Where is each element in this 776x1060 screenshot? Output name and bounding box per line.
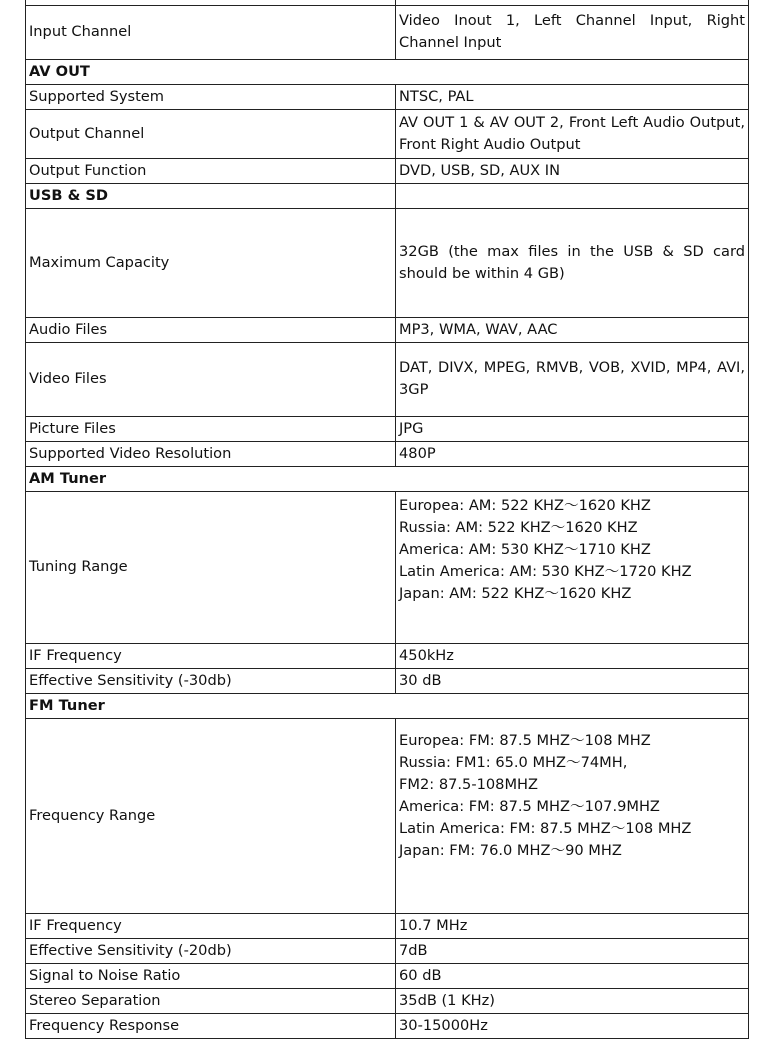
- spec-value: DVD, USB, SD, AUX IN: [396, 158, 749, 183]
- spec-value: 30 dB: [396, 668, 749, 693]
- spec-value: 7dB: [396, 938, 749, 963]
- spec-value: 32GB (the max files in the USB & SD card should be within 4 GB): [396, 208, 749, 317]
- spec-label: Output Function: [26, 158, 396, 183]
- table-row: [26, 416, 749, 441]
- table-row: [26, 208, 749, 317]
- spec-label: Effective Sensitivity (-20db): [26, 938, 396, 963]
- table-row: [26, 342, 749, 416]
- spec-value: Europea: AM: 522 KHZ～1620 KHZ Russia: AM: 522 KHZ～1620 KHZ America: AM: 530 KHZ～1710 KHZ Latin America: AM: 530 KHZ～1720 KHZ Japan: AM: 522 KHZ～1620 KHZ: [396, 491, 749, 643]
- table-row: [26, 109, 749, 158]
- spec-label: Supported Video Resolution: [26, 441, 396, 466]
- spec-value: 10.7 MHz: [396, 913, 749, 938]
- spec-label: Audio Files: [26, 317, 396, 342]
- table-row: [26, 158, 749, 183]
- section-header-row: [26, 59, 749, 84]
- section-header-usb-sd: USB & SD: [26, 183, 396, 208]
- section-header-row: [26, 466, 749, 491]
- spec-value: 480P: [396, 441, 749, 466]
- spec-value: 35dB (1 KHz): [396, 988, 749, 1013]
- spec-label: Input Channel: [26, 5, 396, 59]
- spec-value: Europea: FM: 87.5 MHZ～108 MHZ Russia: FM1: 65.0 MHZ～74MH, FM2: 87.5-108MHZ America: FM: 87.5 MHZ～107.9MHZ Latin America: FM: 87.5 MHZ～108 MHZ Japan: FM: 76.0 MHZ～90 MHZ: [396, 718, 749, 913]
- section-header-row: [26, 183, 749, 208]
- spec-label: Output Channel: [26, 109, 396, 158]
- spec-value: Video Inout 1, Left Channel Input, Right Channel Input: [396, 5, 749, 59]
- spec-label: Frequency Range: [26, 718, 396, 913]
- spec-value: 60 dB: [396, 963, 749, 988]
- spec-label: Signal to Noise Ratio: [26, 963, 396, 988]
- section-header-am-tuner: AM Tuner: [26, 466, 749, 491]
- spec-value: 450kHz: [396, 643, 749, 668]
- spec-value: AV OUT 1 & AV OUT 2, Front Left Audio Output, Front Right Audio Output: [396, 109, 749, 158]
- table-row: [26, 317, 749, 342]
- spec-value: NTSC, PAL: [396, 84, 749, 109]
- table-row: [26, 1013, 749, 1038]
- spec-label: Picture Files: [26, 416, 396, 441]
- table-row: [26, 913, 749, 938]
- table-row: [26, 643, 749, 668]
- table-row: [26, 441, 749, 466]
- spec-label: IF Frequency: [26, 643, 396, 668]
- section-header-av-out: AV OUT: [26, 59, 749, 84]
- table-row: [26, 718, 749, 913]
- section-header-fm-tuner: FM Tuner: [26, 693, 749, 718]
- spec-label: Tuning Range: [26, 491, 396, 643]
- spec-label: IF Frequency: [26, 913, 396, 938]
- table-row: [26, 491, 749, 643]
- table-row: [26, 963, 749, 988]
- spec-value: DAT, DIVX, MPEG, RMVB, VOB, XVID, MP4, AVI, 3GP: [396, 342, 749, 416]
- spec-label: Effective Sensitivity (-30db): [26, 668, 396, 693]
- section-header-row: [26, 693, 749, 718]
- table-row: [26, 84, 749, 109]
- spec-table: [25, 0, 749, 1039]
- spec-value: 30-15000Hz: [396, 1013, 749, 1038]
- spec-label: Frequency Response: [26, 1013, 396, 1038]
- spec-label: Supported System: [26, 84, 396, 109]
- table-row: [26, 938, 749, 963]
- spec-label: Video Files: [26, 342, 396, 416]
- table-row: [26, 988, 749, 1013]
- spec-sheet: [25, 0, 748, 1039]
- table-row: [26, 668, 749, 693]
- spec-value: MP3, WMA, WAV, AAC: [396, 317, 749, 342]
- spec-label: Stereo Separation: [26, 988, 396, 1013]
- spec-label: Maximum Capacity: [26, 208, 396, 317]
- spec-value: JPG: [396, 416, 749, 441]
- table-row: [26, 5, 749, 59]
